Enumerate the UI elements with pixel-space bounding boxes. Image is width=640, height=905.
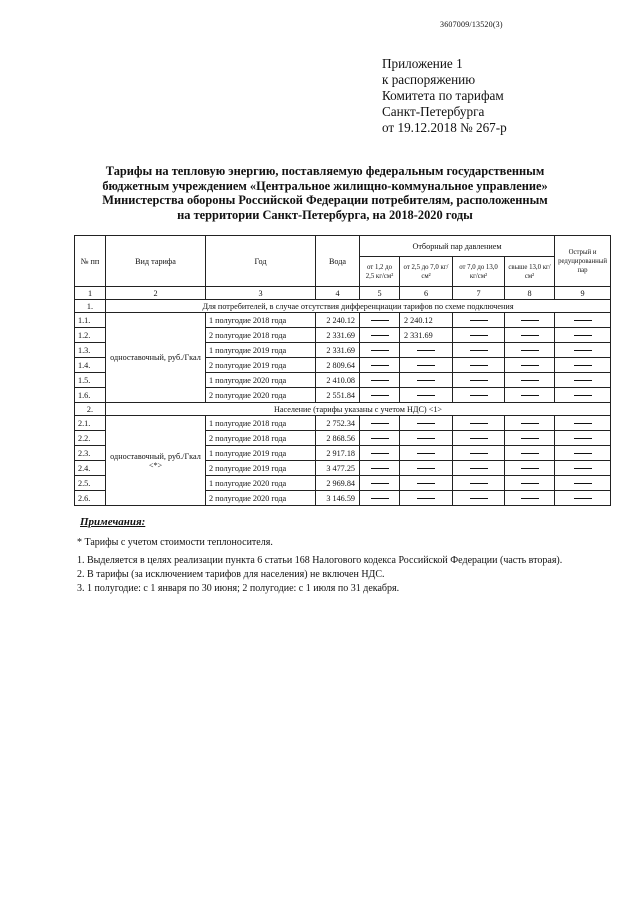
header-steam-col: свыше 13,0 кг/см² xyxy=(505,257,555,287)
appendix-line: к распоряжению xyxy=(382,72,476,87)
dash-mark xyxy=(371,380,389,381)
column-number: 9 xyxy=(555,287,611,300)
dash-mark xyxy=(521,365,539,366)
dash-mark xyxy=(470,320,488,321)
dash-mark xyxy=(521,468,539,469)
value-cell xyxy=(555,476,611,491)
dash-mark xyxy=(574,350,592,351)
tariff-type: одноставочный, руб./Гкал <*> xyxy=(106,416,206,506)
value-cell xyxy=(555,431,611,446)
period-cell: 2 полугодие 2020 года xyxy=(206,388,316,403)
header-num: № пп xyxy=(75,236,106,287)
value-cell xyxy=(505,313,555,328)
period-cell: 2 полугодие 2020 года xyxy=(206,491,316,506)
period-cell: 1 полугодие 2018 года xyxy=(206,313,316,328)
dash-mark xyxy=(574,438,592,439)
appendix-line: Санкт-Петербурга xyxy=(382,104,485,119)
value-cell xyxy=(400,416,453,431)
value-cell xyxy=(555,388,611,403)
dash-mark xyxy=(574,395,592,396)
value-cell xyxy=(400,343,453,358)
header-steam-group: Отборный пар давлением xyxy=(360,236,555,257)
appendix-line: от 19.12.2018 № 267-р xyxy=(382,120,507,135)
value-cell xyxy=(400,476,453,491)
dash-mark xyxy=(470,335,488,336)
dash-mark xyxy=(371,365,389,366)
value-cell xyxy=(505,416,555,431)
row-number: 1.2. xyxy=(75,328,106,343)
notes-title: Примечания: xyxy=(80,516,146,528)
dash-mark xyxy=(417,380,435,381)
value-cell xyxy=(400,446,453,461)
value-cell xyxy=(400,388,453,403)
water-value: 2 917.18 xyxy=(316,446,360,461)
dash-mark xyxy=(521,423,539,424)
value-cell xyxy=(555,491,611,506)
appendix-line: Комитета по тарифам xyxy=(382,88,504,103)
note-item: * Тарифы с учетом стоимости теплоносителя. xyxy=(77,537,273,548)
dash-mark xyxy=(417,423,435,424)
column-number: 1 xyxy=(75,287,106,300)
column-number: 2 xyxy=(106,287,206,300)
dash-mark xyxy=(521,483,539,484)
value-cell xyxy=(555,313,611,328)
dash-mark xyxy=(521,395,539,396)
dash-mark xyxy=(371,335,389,336)
value-cell xyxy=(360,358,400,373)
dash-mark xyxy=(470,483,488,484)
tariff-table xyxy=(74,235,611,506)
value-cell xyxy=(453,431,505,446)
dash-mark xyxy=(521,350,539,351)
row-number: 2.3. xyxy=(75,446,106,461)
water-value: 3 146.59 xyxy=(316,491,360,506)
dash-mark xyxy=(574,498,592,499)
value-cell xyxy=(505,358,555,373)
dash-mark xyxy=(417,395,435,396)
value-cell xyxy=(400,431,453,446)
note-item: 1. Выделяется в целях реализации пункта 6 статьи 168 Налогового кодекса Российской Федерации (часть вторая). xyxy=(77,555,563,566)
value-cell xyxy=(505,431,555,446)
table-row xyxy=(75,416,611,431)
column-number: 4 xyxy=(316,287,360,300)
dash-mark xyxy=(371,350,389,351)
dash-mark xyxy=(371,468,389,469)
value-cell xyxy=(360,373,400,388)
tariff-type: одноставочный, руб./Гкал xyxy=(106,313,206,403)
value-cell xyxy=(505,373,555,388)
value-cell xyxy=(360,491,400,506)
value-cell xyxy=(360,328,400,343)
dash-mark xyxy=(371,395,389,396)
dash-mark xyxy=(470,498,488,499)
value-cell xyxy=(400,358,453,373)
value-cell xyxy=(360,343,400,358)
water-value: 2 240.12 xyxy=(316,313,360,328)
title-line: Тарифы на тепловую энергию, поставляемую федеральным государственным xyxy=(105,164,545,178)
dash-mark xyxy=(521,335,539,336)
value-cell xyxy=(505,491,555,506)
value-cell xyxy=(360,476,400,491)
value-cell xyxy=(453,476,505,491)
value-cell xyxy=(453,343,505,358)
value-cell: 2 240.12 xyxy=(400,313,453,328)
dash-mark xyxy=(417,453,435,454)
row-number: 1.6. xyxy=(75,388,106,403)
dash-mark xyxy=(371,438,389,439)
water-value: 2 809.64 xyxy=(316,358,360,373)
dash-mark xyxy=(417,468,435,469)
row-number: 1.5. xyxy=(75,373,106,388)
value-cell xyxy=(400,373,453,388)
dash-mark xyxy=(470,423,488,424)
period-cell: 2 полугодие 2019 года xyxy=(206,358,316,373)
value-cell xyxy=(555,328,611,343)
note-item: 2. В тарифы (за исключением тарифов для населения) не включен НДС. xyxy=(77,569,385,580)
dash-mark xyxy=(470,395,488,396)
value-cell xyxy=(505,446,555,461)
value-cell xyxy=(555,373,611,388)
value-cell xyxy=(453,461,505,476)
value-cell xyxy=(360,461,400,476)
value-cell xyxy=(505,476,555,491)
water-value: 2 551.84 xyxy=(316,388,360,403)
header-water: Вода xyxy=(316,236,360,287)
value-cell: 2 331.69 xyxy=(400,328,453,343)
period-cell: 1 полугодие 2019 года xyxy=(206,446,316,461)
dash-mark xyxy=(470,380,488,381)
dash-mark xyxy=(574,320,592,321)
row-number: 1.3. xyxy=(75,343,106,358)
value-cell xyxy=(555,416,611,431)
header-tariff-type: Вид тарифа xyxy=(106,236,206,287)
value-cell xyxy=(453,416,505,431)
note-item: 3. 1 полугодие: с 1 января по 30 июня; 2 полугодие: с 1 июля по 31 декабря. xyxy=(77,583,400,594)
dash-mark xyxy=(521,498,539,499)
dash-mark xyxy=(574,335,592,336)
row-number: 2.6. xyxy=(75,491,106,506)
header-steam-col: от 1,2 до 2,5 кг/см² xyxy=(360,257,400,287)
dash-mark xyxy=(417,438,435,439)
period-cell: 1 полугодие 2018 года xyxy=(206,416,316,431)
value-cell xyxy=(555,461,611,476)
dash-mark xyxy=(417,498,435,499)
notes-list xyxy=(77,536,562,596)
period-cell: 2 полугодие 2018 года xyxy=(206,328,316,343)
value-cell xyxy=(400,491,453,506)
column-numbers-row xyxy=(75,287,611,300)
value-cell xyxy=(360,388,400,403)
value-cell xyxy=(505,328,555,343)
dash-mark xyxy=(371,320,389,321)
dash-mark xyxy=(574,483,592,484)
dash-mark xyxy=(521,453,539,454)
water-value: 2 752.34 xyxy=(316,416,360,431)
section-number: 2. xyxy=(75,403,106,416)
dash-mark xyxy=(470,365,488,366)
document-title xyxy=(40,164,610,222)
dash-mark xyxy=(521,380,539,381)
row-number: 2.5. xyxy=(75,476,106,491)
column-number: 6 xyxy=(400,287,453,300)
period-cell: 2 полугодие 2019 года xyxy=(206,461,316,476)
value-cell xyxy=(360,416,400,431)
dash-mark xyxy=(470,350,488,351)
title-line: бюджетным учреждением «Центральное жилищно-коммунальное управление» xyxy=(102,178,548,193)
value-cell xyxy=(453,491,505,506)
value-cell xyxy=(360,313,400,328)
value-cell xyxy=(360,431,400,446)
value-cell xyxy=(453,373,505,388)
section-label: Для потребителей, в случае отсутствия дифференциации тарифов по схеме подключения xyxy=(106,300,611,313)
title-line: на территории Санкт-Петербурга, на 2018-2020 годы xyxy=(177,207,473,222)
dash-mark xyxy=(574,453,592,454)
header-steam-col: от 2,5 до 7,0 кг/см² xyxy=(400,257,453,287)
value-cell xyxy=(453,358,505,373)
section-number: 1. xyxy=(75,300,106,313)
column-number: 7 xyxy=(453,287,505,300)
row-number: 2.2. xyxy=(75,431,106,446)
value-cell xyxy=(505,388,555,403)
dash-mark xyxy=(574,423,592,424)
appendix-block xyxy=(382,56,507,136)
row-number: 2.1. xyxy=(75,416,106,431)
value-cell xyxy=(555,343,611,358)
dash-mark xyxy=(371,483,389,484)
column-number: 3 xyxy=(206,287,316,300)
column-number: 5 xyxy=(360,287,400,300)
dash-mark xyxy=(574,365,592,366)
dash-mark xyxy=(470,438,488,439)
water-value: 3 477.25 xyxy=(316,461,360,476)
dash-mark xyxy=(574,468,592,469)
value-cell xyxy=(505,461,555,476)
water-value: 2 868.56 xyxy=(316,431,360,446)
value-cell xyxy=(453,446,505,461)
dash-mark xyxy=(417,350,435,351)
appendix-line: Приложение 1 xyxy=(382,56,463,71)
document-number: 3607009/13520(3) xyxy=(440,20,503,29)
row-number: 2.4. xyxy=(75,461,106,476)
dash-mark xyxy=(371,453,389,454)
section-header-row xyxy=(75,403,611,416)
value-cell xyxy=(360,446,400,461)
value-cell xyxy=(453,313,505,328)
section-label: Население (тарифы указаны с учетом НДС) <1> xyxy=(106,403,611,416)
row-number: 1.4. xyxy=(75,358,106,373)
dash-mark xyxy=(371,423,389,424)
water-value: 2 331.69 xyxy=(316,328,360,343)
value-cell xyxy=(555,358,611,373)
period-cell: 1 полугодие 2019 года xyxy=(206,343,316,358)
dash-mark xyxy=(371,498,389,499)
dash-mark xyxy=(417,483,435,484)
period-cell: 1 полугодие 2020 года xyxy=(206,476,316,491)
dash-mark xyxy=(470,453,488,454)
value-cell xyxy=(505,343,555,358)
water-value: 2 969.84 xyxy=(316,476,360,491)
period-cell: 1 полугодие 2020 года xyxy=(206,373,316,388)
value-cell xyxy=(453,328,505,343)
header-steam-col: от 7,0 до 13,0 кг/см² xyxy=(453,257,505,287)
value-cell xyxy=(453,388,505,403)
dash-mark xyxy=(521,438,539,439)
column-number: 8 xyxy=(505,287,555,300)
row-number: 1.1. xyxy=(75,313,106,328)
header-year: Год xyxy=(206,236,316,287)
table-row xyxy=(75,313,611,328)
dash-mark xyxy=(574,380,592,381)
water-value: 2 331.69 xyxy=(316,343,360,358)
water-value: 2 410.08 xyxy=(316,373,360,388)
title-line: Министерства обороны Российской Федерации потребителям, расположенным xyxy=(102,193,548,207)
value-cell xyxy=(400,461,453,476)
dash-mark xyxy=(417,365,435,366)
period-cell: 2 полугодие 2018 года xyxy=(206,431,316,446)
dash-mark xyxy=(521,320,539,321)
header-sharp-steam: Острый и редуцированный пар xyxy=(555,236,611,287)
section-header-row xyxy=(75,300,611,313)
dash-mark xyxy=(470,468,488,469)
value-cell xyxy=(555,446,611,461)
